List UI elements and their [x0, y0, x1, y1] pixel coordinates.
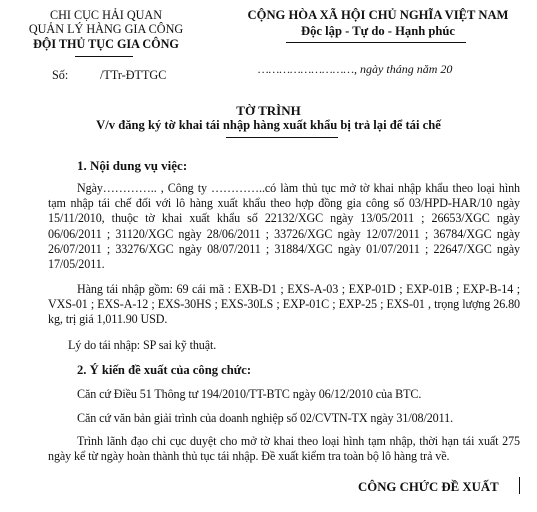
date-line: ………………………, ngày tháng năm 20	[258, 62, 453, 76]
subtitle-divider	[226, 137, 338, 138]
document-number-value: /TTr-ĐTTGC	[100, 68, 167, 82]
section1-paragraph1: Ngày………….. , Công ty …………..có làm thủ tục mở tờ khai nhập khẩu theo loại hình tạm nhập tái chế đối với lô hàng xuất khẩu theo hợp đồng gia công số 03/HPD-HAR/10 ngày 15/11/2010, thuộc tờ khai xuất khẩu số 22132/XGC ngày 13/05/2011 ; 26653/XGC ngày 06/06/2011 ; 31120/XGC ngày 28/06/2011 ; 33726/XGC ngày 12/07/2011 ; 36784/XGC ngày 26/07/2011 ; 33276/XGC ngày 08/07/2011 ; 31884/XGC ngày 01/07/2011 ; 22647/XGC ngày 17/05/2011.	[48, 181, 520, 272]
section1-paragraph2: Hàng tái nhập gồm: 69 cái mã : EXB-D1 ; EXS-A-03 ; EXP-01D ; EXP-01B ; EXP-B-14 ; VXS-01 ; EXS-A-12 ; EXS-30HS ; EXS-30LS ; EXP-01C ; EXP-25 ; EXS-01 , trọng lượng 26.80 kg, trị giá 1,011.90 USD.	[48, 282, 520, 327]
agency-name-line3: ĐỘI THỦ TỤC GIA CÔNG	[33, 37, 179, 51]
agency-name-line1: CHI CỤC HẢI QUAN	[49, 8, 163, 22]
text-cursor	[519, 477, 520, 494]
signature-label: CÔNG CHỨC ĐỀ XUẤT	[358, 480, 499, 494]
section2-paragraph2: Căn cứ văn bản giải trình của doanh nghiệp số 02/CVTN-TX ngày 31/08/2011.	[77, 411, 453, 425]
motto-divider	[286, 42, 466, 43]
section1-reason: Lý do tái nhập: SP sai kỹ thuật.	[68, 338, 217, 352]
document-number-label: Số:	[52, 68, 69, 82]
section2-heading: 2. Ý kiến đề xuất của công chức:	[77, 363, 252, 377]
section1-heading: 1. Nội dung vụ việc:	[77, 158, 188, 173]
document-subtitle: V/v đăng ký tờ khai tái nhập hàng xuất khẩu bị trả lại để tái chế	[96, 118, 441, 132]
agency-divider	[75, 56, 133, 57]
section2-paragraph1: Căn cứ Điều 51 Thông tư 194/2010/TT-BTC ngày 06/12/2010 của BTC.	[77, 387, 422, 401]
national-title: CỘNG HÒA XÃ HỘI CHỦ NGHĨA VIỆT NAM	[247, 8, 509, 22]
document-title: TỜ TRÌNH	[236, 103, 301, 118]
national-motto: Độc lập - Tự do - Hạnh phúc	[301, 24, 455, 38]
agency-name-line2: QUẢN LÝ HÀNG GIA CÔNG	[28, 22, 184, 36]
section2-paragraph3: Trình lãnh đạo chi cục duyệt cho mở tờ khai theo loại hình tạm nhập, thời hạn tái xuất 275 ngày kể từ ngày hoàn thành thủ tục tái nhập. Đề xuất kiểm tra toàn bộ lô hàng trả về.	[48, 434, 520, 464]
